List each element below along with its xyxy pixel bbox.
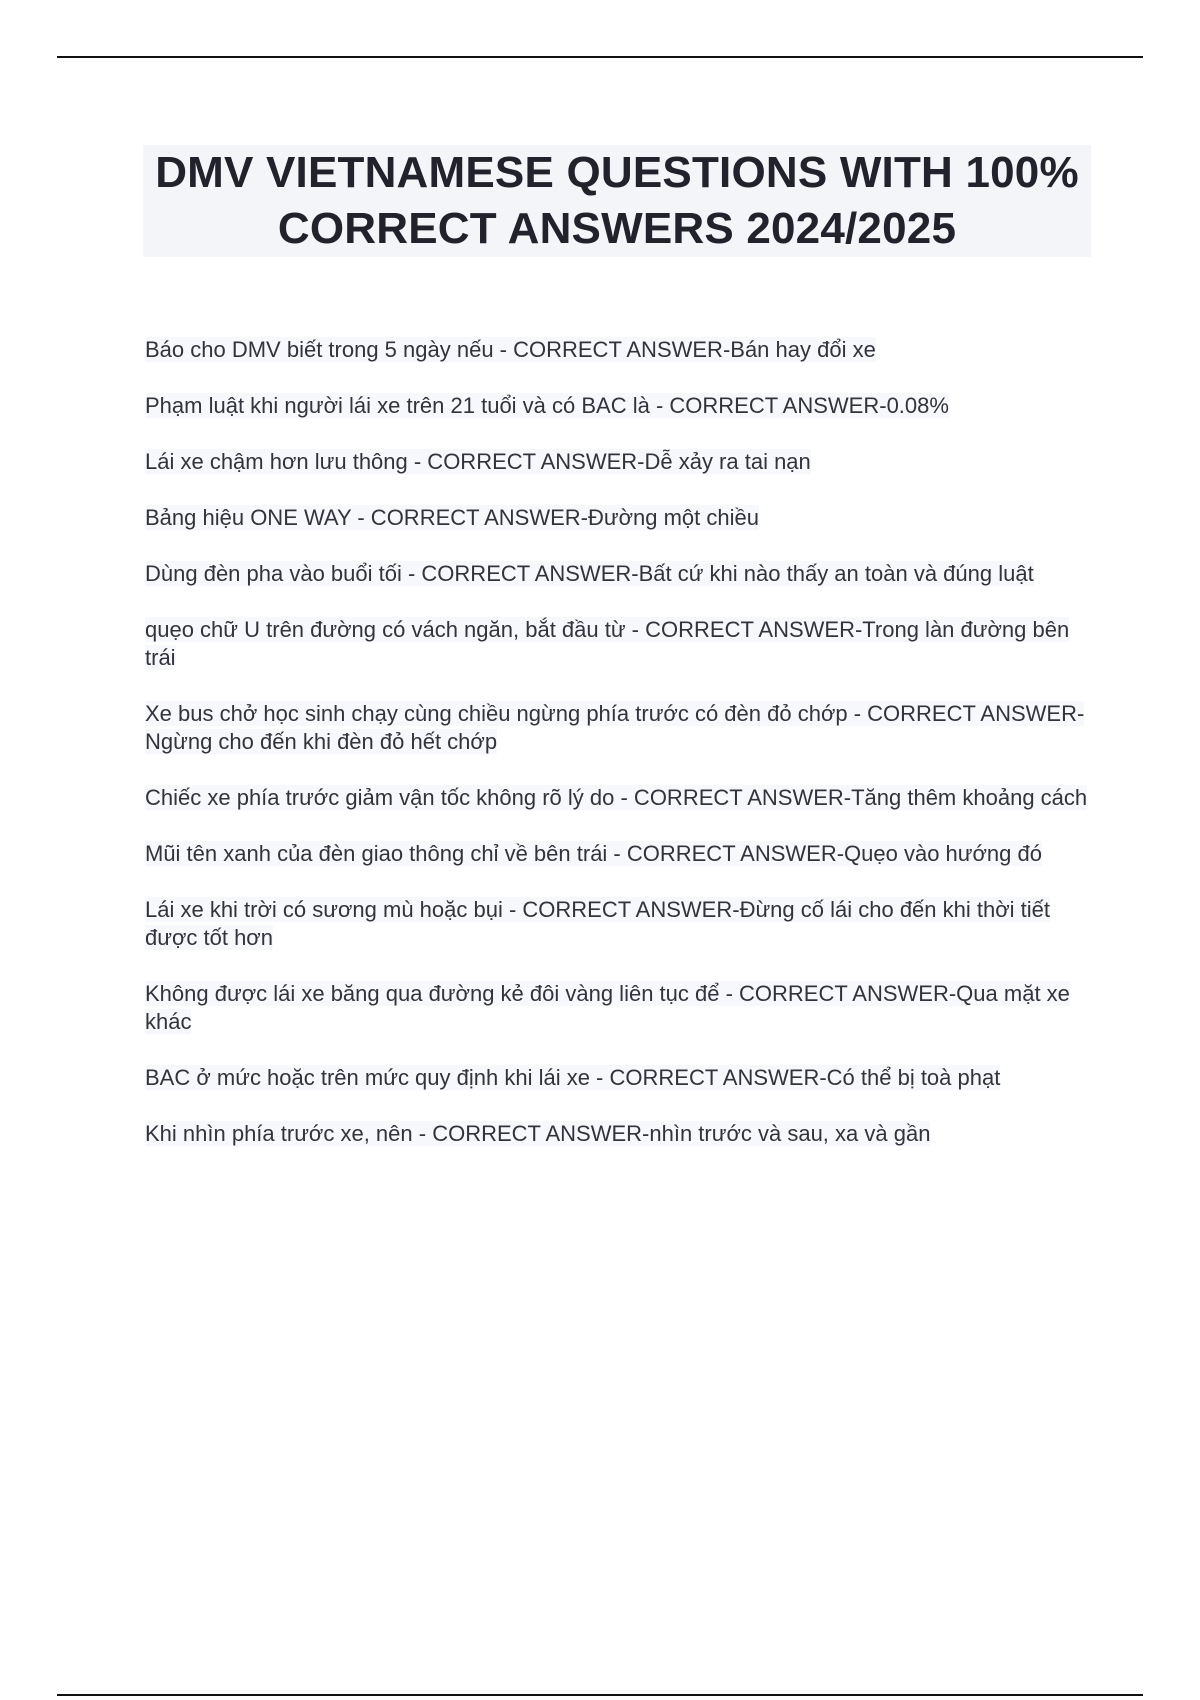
qa-item-text: Phạm luật khi người lái xe trên 21 tuổi và có BAC là - CORRECT ANSWER-0.08%	[145, 393, 949, 418]
qa-item-text: Lái xe chậm hơn lưu thông - CORRECT ANSWER-Dễ xảy ra tai nạn	[145, 449, 811, 474]
qa-list	[145, 336, 1095, 1176]
qa-item-text: Xe bus chở học sinh chạy cùng chiều ngừng phía trước có đèn đỏ chớp - CORRECT ANSWER-Ngừng cho đến khi đèn đỏ hết chớp	[145, 701, 1085, 754]
qa-item-text: Lái xe khi trời có sương mù hoặc bụi - CORRECT ANSWER-Đừng cố lái cho đến khi thời tiết được tốt hơn	[145, 897, 1050, 950]
document-title: DMV VIETNAMESE QUESTIONS WITH 100% CORRECT ANSWERS 2024/2025	[155, 148, 1079, 253]
top-divider	[57, 56, 1143, 58]
qa-item	[145, 336, 1095, 364]
qa-item	[145, 784, 1095, 812]
qa-item-text: Báo cho DMV biết trong 5 ngày nếu - CORRECT ANSWER-Bán hay đổi xe	[145, 337, 876, 362]
bottom-divider	[57, 1694, 1143, 1696]
qa-item	[145, 616, 1095, 672]
qa-item-text: Dùng đèn pha vào buổi tối - CORRECT ANSWER-Bất cứ khi nào thấy an toàn và đúng luật	[145, 561, 1034, 586]
qa-item	[145, 1120, 1095, 1148]
qa-item-text: Bảng hiệu ONE WAY - CORRECT ANSWER-Đường một chiều	[145, 505, 759, 530]
qa-item	[145, 504, 1095, 532]
qa-item	[145, 980, 1095, 1036]
qa-item	[145, 392, 1095, 420]
qa-item-text: Chiếc xe phía trước giảm vận tốc không rõ lý do - CORRECT ANSWER-Tăng thêm khoảng cách	[145, 785, 1088, 810]
qa-item	[145, 840, 1095, 868]
qa-item-text: Không được lái xe băng qua đường kẻ đôi vàng liên tục để - CORRECT ANSWER-Qua mặt xe khác	[145, 981, 1070, 1034]
qa-item	[145, 448, 1095, 476]
qa-item-text: Mũi tên xanh của đèn giao thông chỉ về bên trái - CORRECT ANSWER-Quẹo vào hướng đó	[145, 841, 1042, 866]
qa-item-text: quẹo chữ U trên đường có vách ngăn, bắt đầu từ - CORRECT ANSWER-Trong làn đường bên trái	[145, 617, 1070, 670]
title-banner	[143, 145, 1091, 257]
qa-item	[145, 1064, 1095, 1092]
qa-item	[145, 700, 1095, 756]
qa-item-text: Khi nhìn phía trước xe, nên - CORRECT ANSWER-nhìn trước và sau, xa và gần	[145, 1121, 931, 1146]
qa-item	[145, 896, 1095, 952]
qa-item	[145, 560, 1095, 588]
qa-item-text: BAC ở mức hoặc trên mức quy định khi lái xe - CORRECT ANSWER-Có thể bị toà phạt	[145, 1065, 1001, 1090]
